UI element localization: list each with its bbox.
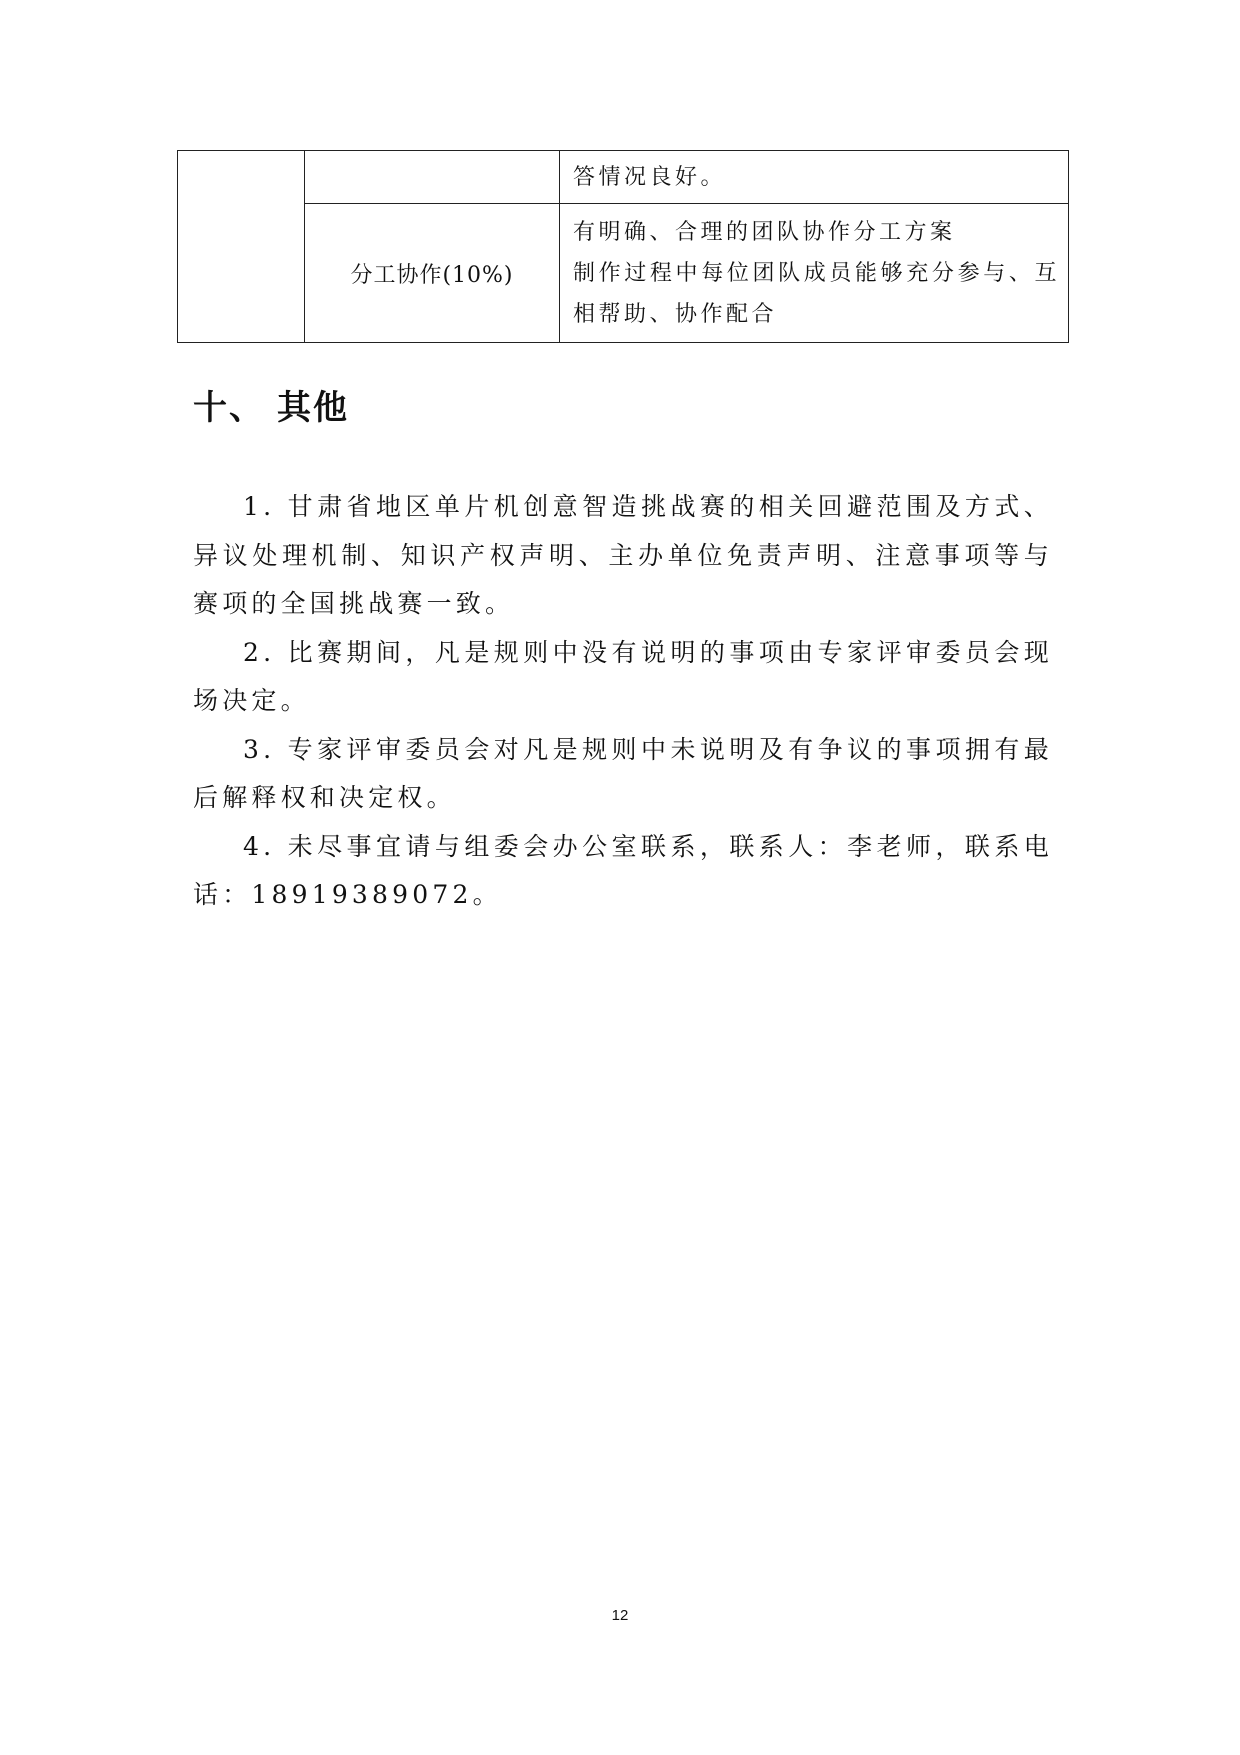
description-cell [560, 151, 1069, 204]
paragraph: 4. 未尽事宜请与组委会办公室联系，联系人：李老师，联系电话：18919389072。 [193, 831, 1053, 909]
paragraph: 2. 比赛期间，凡是规则中没有说明的事项由专家评审委员会现场决定。 [193, 637, 1053, 715]
criterion-cell [305, 151, 560, 204]
scoring-criteria-table [177, 150, 1069, 343]
section-title: 其他 [277, 388, 349, 428]
section-body [193, 483, 1053, 920]
section-number: 十、 [193, 388, 265, 428]
table-row [178, 204, 1069, 343]
description-line: 制作过程中每位团队成员能够充分参与、互相帮助、协作配合 [573, 260, 1060, 327]
description-cell [560, 204, 1069, 343]
page-number: 12 [611, 1607, 629, 1624]
section-heading [193, 380, 349, 429]
description-line: 答情况良好。 [573, 164, 727, 190]
paragraph: 1. 甘肃省地区单片机创意智造挑战赛的相关回避范围及方式、异议处理机制、知识产权声明、主办单位免责声明、注意事项等与赛项的全国挑战赛一致。 [193, 492, 1053, 618]
category-cell [178, 151, 305, 343]
criterion-cell: 分工协作(10%) [305, 204, 560, 343]
description-line: 有明确、合理的团队协作分工方案 [573, 219, 956, 245]
paragraph: 3. 专家评审委员会对凡是规则中未说明及有争议的事项拥有最后解释权和决定权。 [193, 734, 1053, 812]
table-row [178, 151, 1069, 204]
